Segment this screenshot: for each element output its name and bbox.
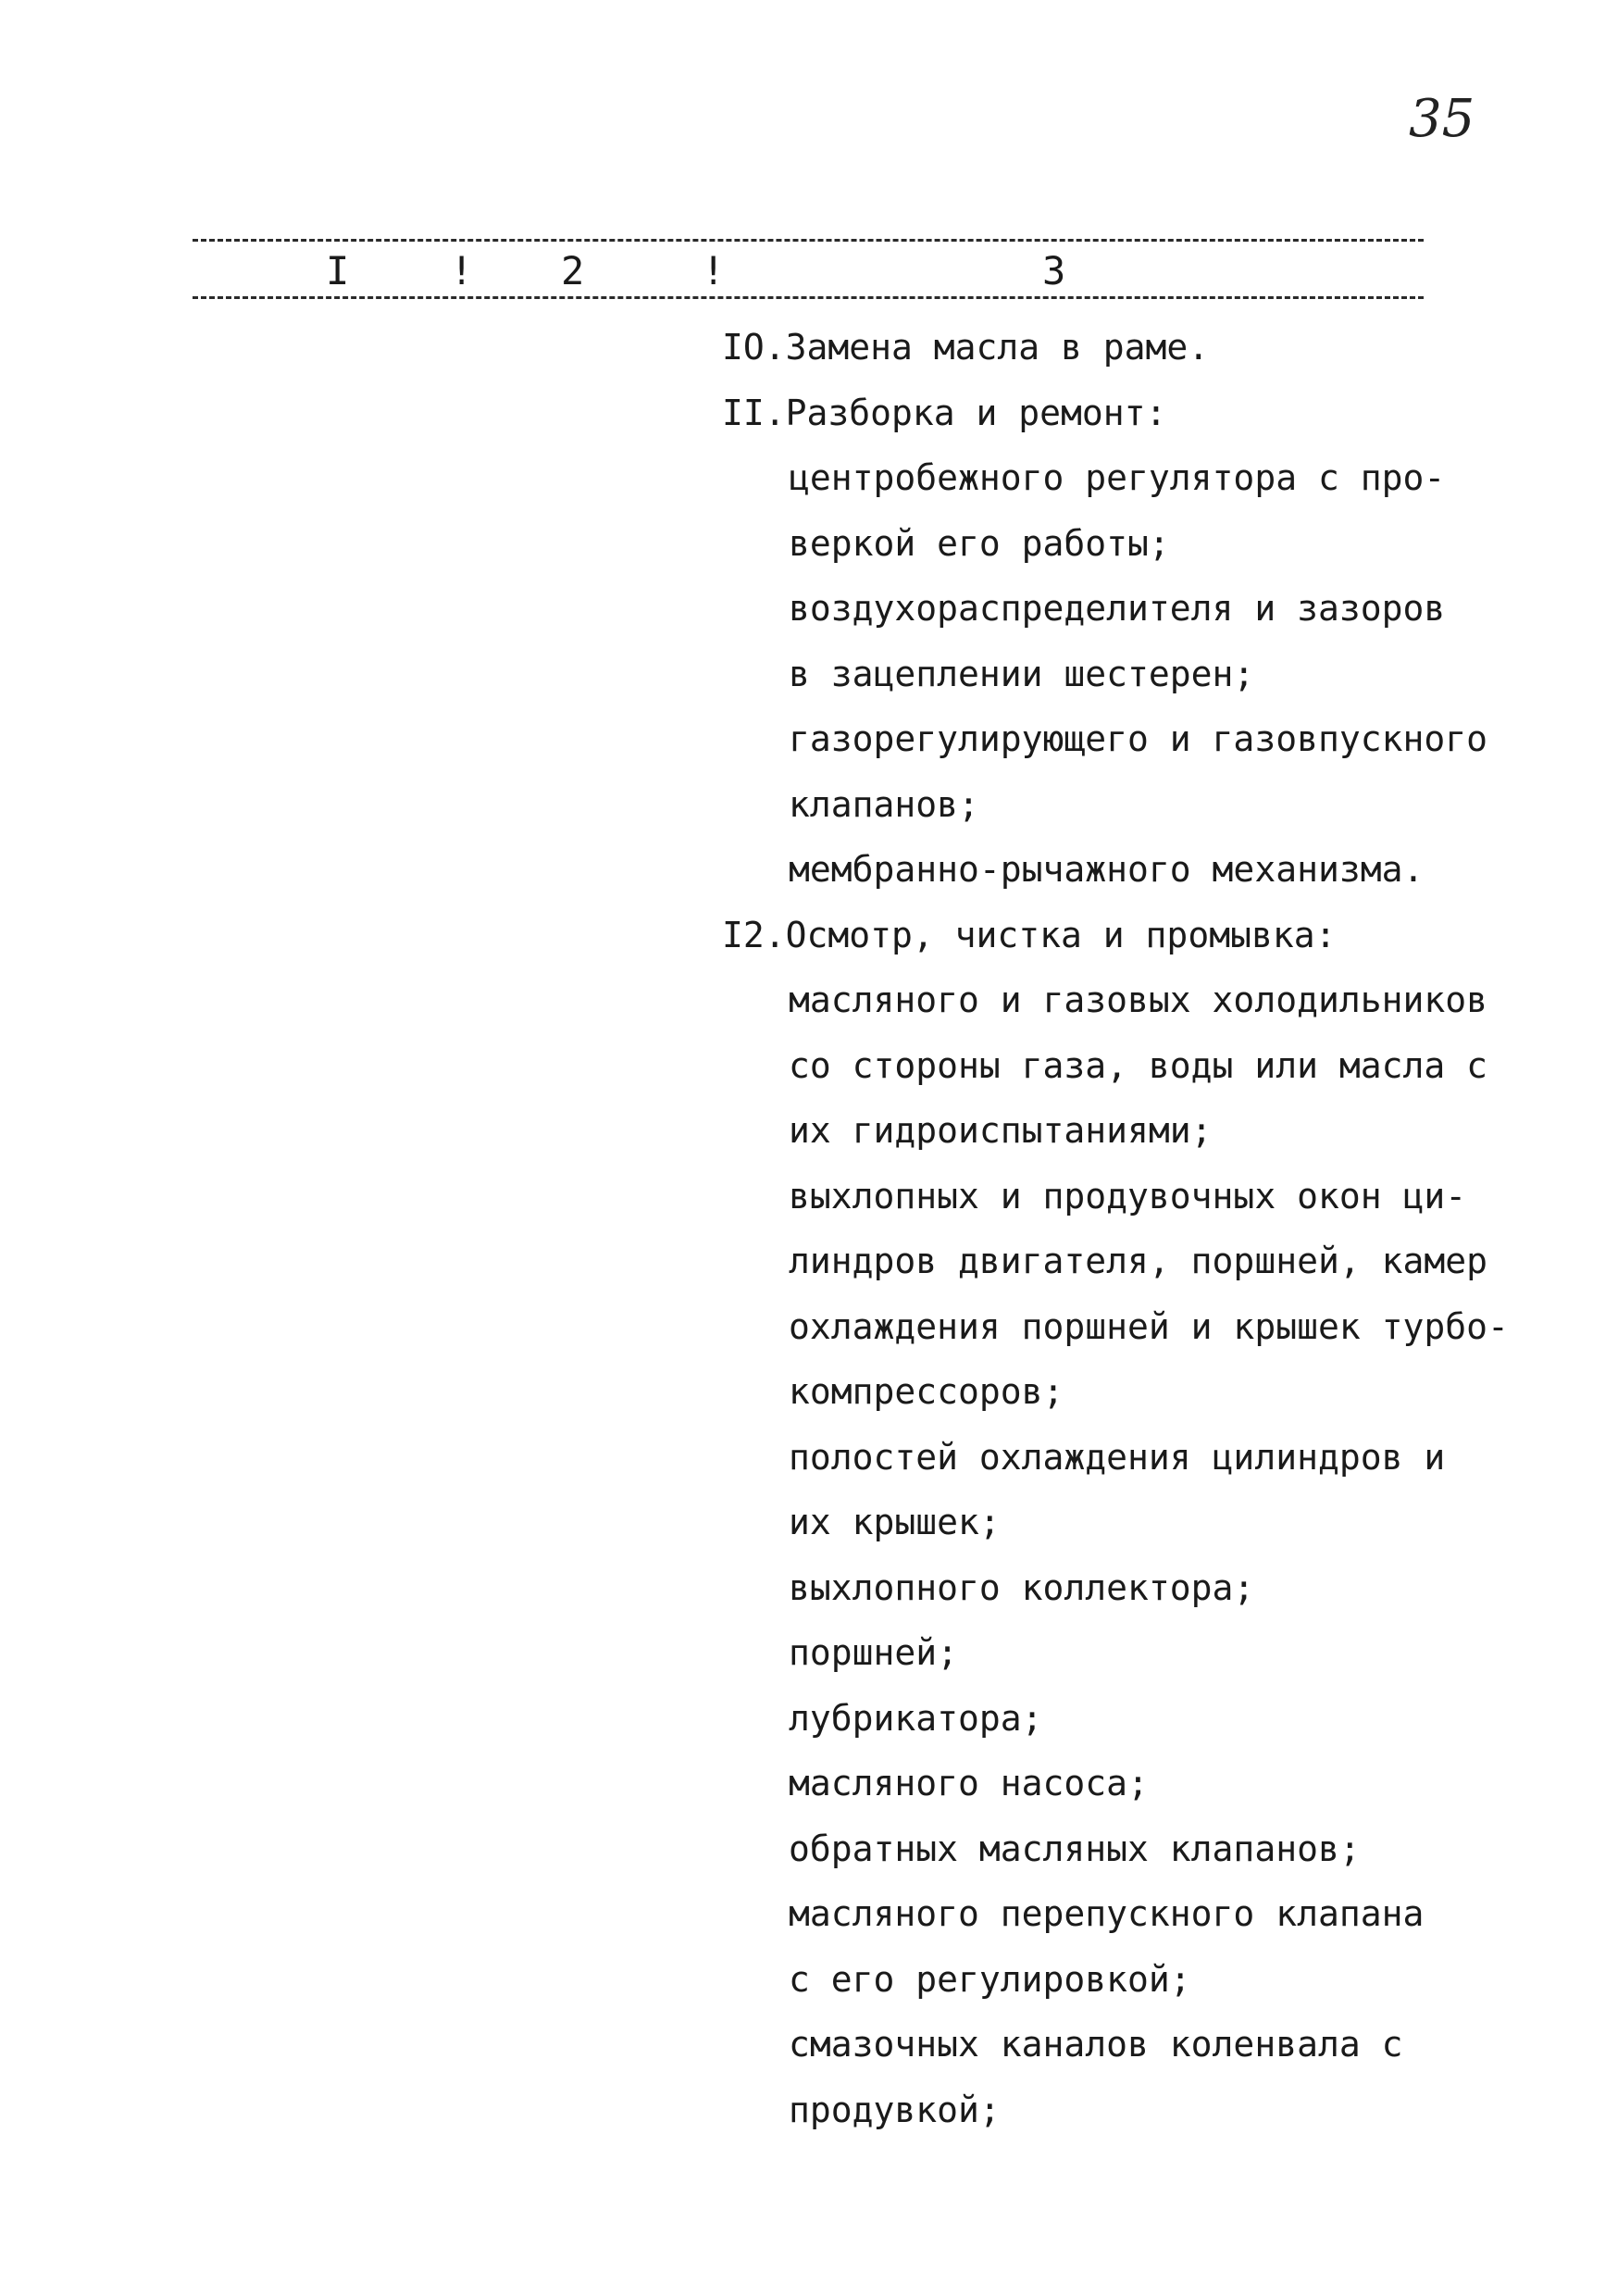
item-line: клапанов; <box>789 783 979 825</box>
page-number: 35 <box>1409 89 1475 149</box>
item-line: линдров двигателя, поршней, камер <box>789 1241 1487 1281</box>
list-item <box>722 315 1574 381</box>
item-line: их крышек; <box>789 1502 1001 1542</box>
item-line: центробежного регулятора с про- <box>789 457 1446 498</box>
item-line: компрессоров; <box>789 1371 1064 1412</box>
table-header-bottom-rule <box>193 296 1424 299</box>
item-line: мембранно-рычажного механизма. <box>789 849 1425 890</box>
column-separator-2: ! <box>702 248 726 293</box>
column-1-header: I <box>326 248 350 293</box>
item-line: масляного насоса; <box>789 1763 1149 1803</box>
item-line: масляного перепускного клапана <box>789 1893 1425 1934</box>
item-line: выхлопного коллектора; <box>789 1566 1255 1608</box>
item-line: полостей охлаждения цилиндров и <box>789 1436 1446 1478</box>
item-11-title: II.Разборка и ремонт: <box>722 392 1167 433</box>
item-line: в зацеплении шестерен; <box>789 653 1255 694</box>
column-3-content <box>722 315 1574 2142</box>
item-line: обратных масляных клапанов; <box>789 1828 1361 1869</box>
item-line: продувкой; <box>789 2089 1001 2130</box>
item-10-title: IO.Замена масла в раме. <box>722 327 1210 368</box>
item-line: охлаждения поршней и крышек турбо- <box>789 1305 1509 1347</box>
item-line: газорегулирующего и газовпускного <box>789 718 1487 759</box>
item-12-title: I2.Осмотр, чистка и промывка: <box>722 914 1337 955</box>
column-2-header: 2 <box>561 248 585 293</box>
list-item <box>722 381 1574 903</box>
item-line: выхлопных и продувочных окон ци- <box>789 1175 1467 1217</box>
column-separator-1: ! <box>450 248 474 293</box>
list-item <box>722 903 1574 2143</box>
item-line: с его регулировкой; <box>789 1958 1191 2000</box>
item-line: их гидроиспытаниями; <box>789 1110 1213 1151</box>
item-line: воздухораспределителя и зазоров <box>789 588 1446 629</box>
item-line: масляного и газовых холодильников <box>789 980 1487 1020</box>
table-header-top-rule <box>193 239 1424 242</box>
item-line: смазочных каналов коленвала с <box>789 2024 1403 2065</box>
item-line: со стороны газа, воды или масла с <box>789 1044 1487 1086</box>
column-3-header: 3 <box>1042 248 1066 293</box>
item-line: поршней; <box>789 1632 959 1673</box>
item-line: лубрикатора; <box>789 1697 1043 1739</box>
item-line: веркой его работы; <box>789 522 1170 564</box>
